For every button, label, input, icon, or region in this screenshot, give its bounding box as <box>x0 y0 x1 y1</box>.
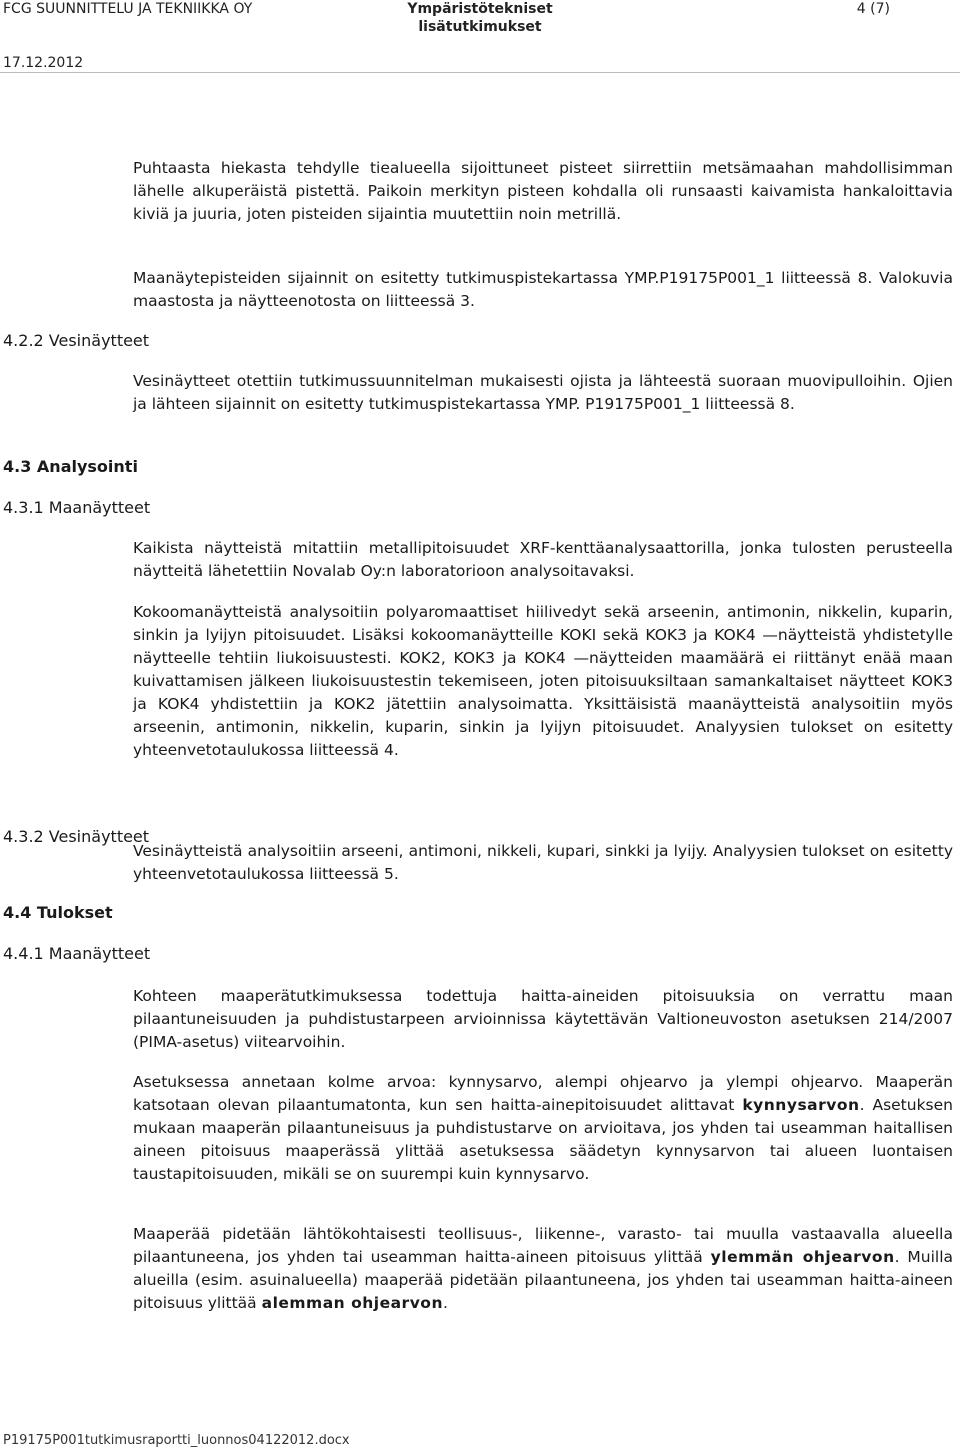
section-heading-4-3-1: 4.3.1 Maanäytteet <box>3 498 151 517</box>
paragraph-sampling-relocation: Puhtaasta hiekasta tehdylle tiealueella sijoittuneet pisteet siirrettiin metsämaahan mahdollisimman lähelle alkuperäistä pistettä. Paikoin merkityn pisteen kohdalla oli runsaasti kaivamista hankaloittavia kiviä ja juuria, joten pisteiden sijaintia muutettiin noin metrillä. <box>133 159 953 223</box>
text-run: Maaperää pidetään lähtökohtaisesti teollisuus-, liikenne-, varasto- tai muulla vastaavalla alueella pilaantuneena, jos yhden tai useamman haitta-aineen pitoisuus ylittää <box>133 1225 953 1266</box>
emphasis-kynnysarvon: kynnysarvon <box>742 1096 860 1114</box>
text-run: Asetuksessa annetaan kolme arvoa: kynnysarvo, alempi ohjearvo ja ylempi ohjearvo. Maaperän katsotaan olevan pilaantumatonta, kun sen haitta-ainepitoisuudet alittavat <box>133 1073 953 1114</box>
section-heading-4-3-2: 4.3.2 Vesinäytteet <box>3 827 150 846</box>
emphasis-alemman-ohjearvon: alemman ohjearvon <box>261 1294 443 1312</box>
section-heading-4-2-2: 4.2.2 Vesinäytteet <box>3 331 150 350</box>
header-subtitle: lisätutkimukset <box>418 19 542 35</box>
paragraph-composite-analysis: Kokoomanäytteistä analysoitiin polyaromaattiset hiilivedyt sekä arseenin, antimonin, nikkelin, kuparin, sinkin ja lyijyn pitoisuudet. Lisäksi kokoomanäytteille KOKI sekä KOK3 ja KOK4 —näytteistä yhdistetylle näytteelle tehtiin liukoisuustesti. KOK2, KOK3 ja KOK4 —näytteiden maamäärä ei riittänyt enää maan kuivattamisen jälkeen liukoisuustestin tekemiseen, joten pitoisuuksiltaan samankaltaiset näytteet KOK3 ja KOK4 yhdistettiin ja KOK2 jätettiin analysoimatta. Yksittäisistä maanäytteistä analysoitiin myös arseenin, antimonin, nikkelin, kuparin, sinkin ja lyijyn pitoisuudet. Analyysien tulokset on esitetty yhteenvetotaulukossa liitteessä 4. <box>133 603 953 759</box>
paragraph-contaminated-land <box>133 1223 953 1315</box>
header-page-number: 4 (7) <box>856 1 890 17</box>
section-heading-4-4: 4.4 Tulokset <box>3 903 113 922</box>
footer-filename: P19175P001tutkimusraportti_luonnos04122012.docx <box>3 1433 350 1448</box>
section-heading-4-3: 4.3 Analysointi <box>3 457 138 476</box>
paragraph-pima-comparison: Kohteen maaperätutkimuksessa todettuja haitta-aineiden pitoisuuksia on verrattu maan pilaantuneisuuden ja puhdistustarpeen arvioinnissa käytettävän Valtioneuvoston asetuksen 214/2007 (PIMA-asetus) viitearvoihin. <box>133 987 953 1051</box>
header-date: 17.12.2012 <box>3 55 84 71</box>
emphasis-ylemman-ohjearvon: ylemmän ohjearvon <box>710 1248 895 1266</box>
text-run: . Muilla alueilla (esim. asuinalueella) maaperää pidetään pilaantuneena, jos yhden tai useamman haitta-aineen pitoisuus ylittää <box>133 1248 953 1312</box>
header-divider <box>0 72 960 73</box>
paragraph-water-samples: Vesinäytteet otettiin tutkimussuunnitelman mukaisesti ojista ja lähteestä suoraan muovipulloihin. Ojien ja lähteen sijainnit on esitetty tutkimuspistekartassa YMP. P19175P001_1 liitteessä 8. <box>133 372 953 413</box>
paragraph-water-analysis: Vesinäytteistä analysoitiin arseeni, antimoni, nikkeli, kupari, sinkki ja lyijy. Analyysien tulokset on esitetty yhteenvetotaulukossa liitteessä 5. <box>133 842 953 883</box>
text-run: . <box>443 1294 448 1312</box>
text-run: . Asetuksen mukaan maaperän pilaantuneisuus ja puhdistustarve on arvioitava, jos yhden tai useamman haitallisen aineen pitoisuus maaperässä ylittää asetuksessa säädetyn kynnysarvon tai alueen luontaisen taustapitoisuuden, mikäli se on suurempi kuin kynnysarvo. <box>133 1096 953 1183</box>
paragraph-soil-sample-locations: Maanäytepisteiden sijainnit on esitetty tutkimuspistekartassa YMP.P19175P001_1 liitteessä 8. Valokuvia maastosta ja näytteenotosta on liitteessä 3. <box>133 269 953 310</box>
header-company: FCG SUUNNITTELU JA TEKNIIKKA OY <box>3 1 253 17</box>
paragraph-threshold-values <box>133 1071 953 1186</box>
paragraph-xrf-measurement: Kaikista näytteistä mitattiin metallipitoisuudet XRF-kenttäanalysaattorilla, jonka tulosten perusteella näytteitä lähetettiin Novalab Oy:n laboratorioon analysoitavaksi. <box>133 539 953 580</box>
header-department: Ympäristötekniset <box>407 1 553 17</box>
section-heading-4-4-1: 4.4.1 Maanäytteet <box>3 944 151 963</box>
